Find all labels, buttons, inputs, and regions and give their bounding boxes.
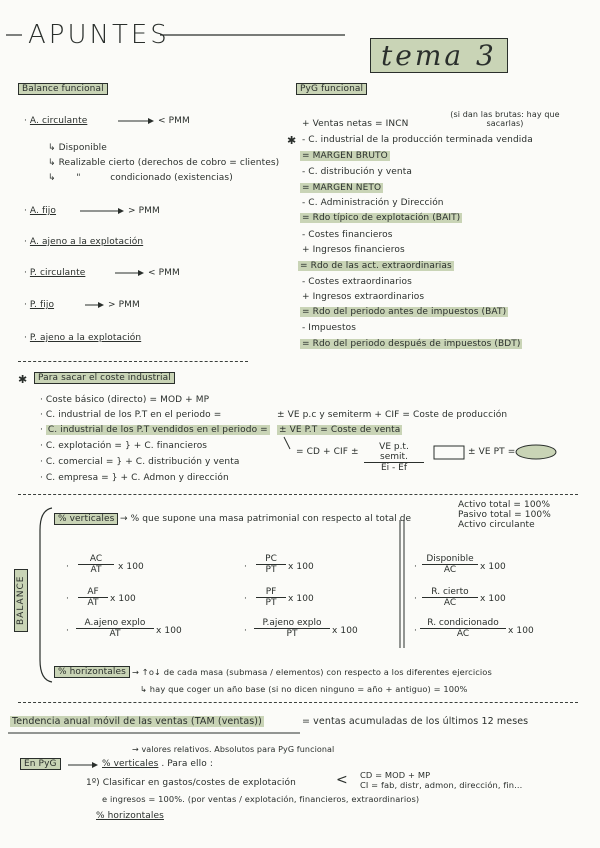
coste-line-1: · Coste básico (directo) = MOD + MP xyxy=(40,395,210,405)
tema-badge: tema 3 xyxy=(370,38,508,73)
pyg-funcional-title: PyG funcional xyxy=(296,83,367,95)
pyg-note: (si dan las brutas: hay que sacarlas) xyxy=(450,110,560,128)
bf-item-5-value: > PMM xyxy=(108,300,140,310)
horizontales-2: ↳ hay que coger un año base (si no dicen ninguno = año + antiguo) = 100% xyxy=(140,684,468,694)
bf-item-2-value: > PMM xyxy=(128,206,160,216)
separator-2 xyxy=(18,494,578,495)
ratio-9: R. condicionado AC xyxy=(420,618,506,639)
horizontales-1: → ↑o↓ de cada masa (submasa / elementos) con respecto a los diferentes ejercicios xyxy=(132,667,492,677)
formula-left: = CD + CIF ± xyxy=(296,447,359,457)
ratio-bullet-7: · xyxy=(414,562,417,572)
coste-line-6: · C. empresa = } + C. Admon y dirección xyxy=(40,473,229,483)
pyg-line-6: - C. Administración y Dirección xyxy=(302,198,444,208)
bf-item-3: · A. ajeno a la explotación xyxy=(24,237,144,247)
bf-item-5: · P. fijo xyxy=(24,300,55,310)
pyg-line-13: = Rdo del periodo antes de impuestos (BAT) xyxy=(302,307,507,317)
pyg-line-14: - Impuestos xyxy=(302,323,356,333)
ratio-5-mult: x 100 xyxy=(288,594,314,604)
formula-fraction: VE p.t. semit. Ei - Ef xyxy=(364,442,424,473)
ratio-2: $\frac{AF}{AT}$ xyxy=(78,587,108,608)
balance-funcional-title: Balance funcional xyxy=(18,83,108,95)
horizontales-title: % horizontales xyxy=(54,666,130,678)
ratio-bullet-6: · xyxy=(244,626,247,636)
pyg-ci: CI = fab, distr, admon, dirección, fin... xyxy=(360,780,523,790)
verticales-desc: → % que supone una masa patrimonial con respecto al total de xyxy=(120,514,412,524)
coste-right-2: ± VE P.T = Coste de venta xyxy=(279,425,401,435)
bf-sub-2: ↳ Realizable cierto (derechos de cobro = clientes) xyxy=(48,158,280,168)
coste-line-3: · C. industrial de los P.T vendidos en el periodo = xyxy=(40,425,268,435)
separator-3 xyxy=(18,702,578,703)
coste-right-1: ± VE p.c y semiterm + CIF = Coste de producción xyxy=(277,410,508,420)
ratio-8-mult: x 100 xyxy=(480,594,506,604)
ratio-4-mult: x 100 xyxy=(288,562,314,572)
ratio-6-mult: x 100 xyxy=(332,626,358,636)
ratio-bullet-4: · xyxy=(244,562,247,572)
ratio-5: $\frac{PF}{PT}$ xyxy=(256,587,286,608)
formula-right: ± VE PT = xyxy=(468,447,516,457)
ratio-3: A.ajeno explo AT xyxy=(76,618,154,639)
tam-title: Tendencia anual móvil de las ventas (TAM (ventas)) xyxy=(12,716,262,727)
bf-item-1: · A. circulante xyxy=(24,116,88,126)
verticales-title: % verticales xyxy=(54,513,118,525)
pyg-line-10: = Rdo de las act. extraordinarias xyxy=(300,261,452,271)
coste-line-4: · C. explotación = } + C. financieros xyxy=(40,441,208,451)
bf-sub-1: ↳ Disponible xyxy=(48,143,107,153)
ratio-bullet-5: · xyxy=(244,594,247,604)
pyg-line-11: - Costes extraordinarios xyxy=(302,277,412,287)
separator-1 xyxy=(18,361,248,362)
pyg-bracket: < xyxy=(336,772,348,788)
pyg-star: ✱ xyxy=(287,134,297,147)
ratio-7-mult: x 100 xyxy=(480,562,506,572)
ratio-9-mult: x 100 xyxy=(508,626,534,636)
page-title: APUNTES xyxy=(28,20,170,50)
pyg-horizontales: % horizontales xyxy=(96,811,164,821)
total-1: Activo total = 100% xyxy=(458,500,551,510)
pyg-line-2: - C. industrial de la producción terminada vendida xyxy=(302,135,533,145)
pyg-line-3: = MARGEN BRUTO xyxy=(302,151,388,161)
bf-item-4-value: < PMM xyxy=(148,268,180,278)
ratio-4: $\frac{PC}{PT}$ xyxy=(256,554,286,575)
pyg-section-note: → valores relativos. Absolutos para PyG funcional xyxy=(132,745,335,754)
pyg-line1: 1º) Clasificar en gastos/costes de explotación xyxy=(86,778,296,788)
pyg-line2: e ingresos = 100%. (por ventas / explotación, financieros, extraordinarios) xyxy=(102,794,420,804)
coste-industrial-title: Para sacar el coste industrial xyxy=(34,372,175,384)
ratio-bullet-3: · xyxy=(66,626,69,636)
coste-line-5: · C. comercial = } + C. distribución y venta xyxy=(40,457,240,467)
coste-star: ✱ xyxy=(18,373,28,386)
pyg-line-15: = Rdo del periodo después de impuestos (BDT) xyxy=(302,339,521,349)
ratio-3-mult: x 100 xyxy=(156,626,182,636)
pyg-cd: CD = MOD + MP xyxy=(360,770,431,780)
pyg-line-5: = MARGEN NETO xyxy=(302,183,382,193)
bf-item-1-value: < PMM xyxy=(158,116,190,126)
pyg-verticales: % verticales . Para ello : xyxy=(102,759,213,769)
bf-item-6: · P. ajeno a la explotación xyxy=(24,333,142,343)
en-pyg-label: En PyG xyxy=(20,758,61,770)
total-2: Pasivo total = 100% xyxy=(458,510,551,520)
ratio-2-mult: x 100 xyxy=(110,594,136,604)
pyg-line-1: + Ventas netas = INCN xyxy=(302,119,409,129)
ratio-1-mult: x 100 xyxy=(118,562,144,572)
coste-line-2: · C. industrial de los P.T en el periodo = xyxy=(40,410,222,420)
pyg-line-9: + Ingresos financieros xyxy=(302,245,405,255)
pyg-line-8: - Costes financieros xyxy=(302,230,393,240)
ratio-bullet-2: · xyxy=(66,594,69,604)
ratio-8: R. cierto AC xyxy=(422,587,478,608)
ratio-bullet-9: · xyxy=(414,626,417,636)
ratio-bullet-8: · xyxy=(414,594,417,604)
ratio-bullet-1: · xyxy=(66,562,69,572)
tam-desc: = ventas acumuladas de los últimos 12 meses xyxy=(302,716,529,727)
bf-item-4: · P. circulante xyxy=(24,268,86,278)
pyg-line-7: = Rdo típico de explotación (BAIT) xyxy=(302,213,461,223)
ratio-7: Disponible AC xyxy=(422,554,478,575)
balance-label: BALANCE xyxy=(14,569,28,632)
bf-sub-3: ↳ " condicionado (existencias) xyxy=(48,173,233,183)
total-3: Activo circulante xyxy=(458,520,535,530)
bf-item-2: · A. fijo xyxy=(24,206,57,216)
ratio-6: P.ajeno explo PT xyxy=(254,618,330,639)
ratio-1: $\frac{AC}{AT}$ xyxy=(78,554,114,575)
pyg-line-12: + Ingresos extraordinarios xyxy=(302,292,425,302)
pyg-line-4: - C. distribución y venta xyxy=(302,167,412,177)
